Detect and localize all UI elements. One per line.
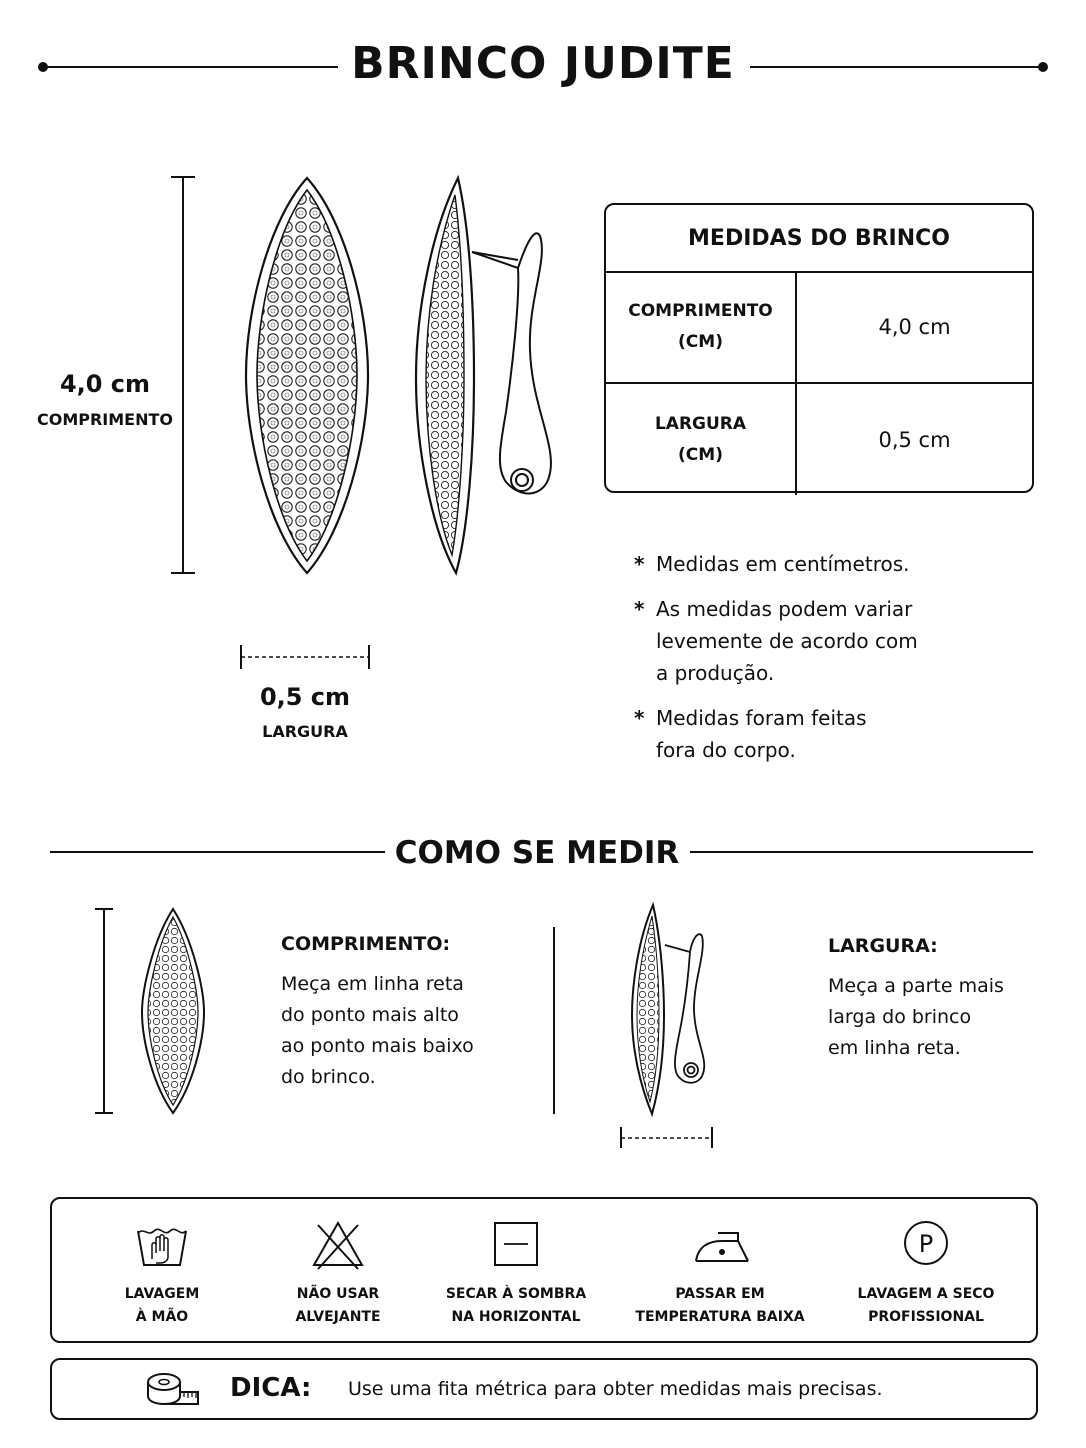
table-row-label: [606, 271, 797, 382]
length-dimension-line: [171, 177, 195, 573]
how-to-width-line: Meça a parte mais: [828, 975, 1004, 997]
width-value: 0,5 cm: [259, 683, 351, 711]
dry-clean-symbol: P: [918, 1230, 934, 1258]
how-to-length-line: Meça em linha reta: [281, 973, 464, 995]
table-row-length: [606, 271, 1032, 384]
no-bleach-icon: [310, 1219, 366, 1271]
note-line: fora do corpo.: [656, 738, 796, 762]
table-label-line1: LARGURA: [654, 413, 747, 434]
how-to-length: [281, 933, 531, 1093]
tip-label: DICA:: [230, 1373, 312, 1403]
note-item: [634, 702, 974, 766]
table-row-value: 4,0 cm: [878, 314, 951, 339]
care-label-line2: À MÃO: [135, 1309, 189, 1325]
care-label-line1: NÃO USAR: [296, 1286, 380, 1302]
earring-front-view: [246, 178, 368, 573]
note-marker: *: [634, 597, 645, 621]
header-rule-left: [42, 66, 338, 68]
how-to-width-line: larga do brinco: [828, 1006, 972, 1028]
care-item-dry-flat-shade: [416, 1199, 616, 1341]
care-label-line1: LAVAGEM: [124, 1286, 200, 1302]
note-item: [634, 548, 974, 580]
table-label-line2: (CM): [678, 331, 723, 352]
care-label-line2: NA HORIZONTAL: [451, 1309, 581, 1325]
header-rule-right: [750, 66, 1044, 68]
notes-list: [634, 548, 974, 779]
care-label-line1: PASSAR EM: [675, 1286, 765, 1302]
note-marker: *: [634, 552, 645, 576]
section-title: COMO SE MEDIR: [394, 835, 680, 871]
small-width-dimension: [621, 1127, 712, 1148]
tip-text: Use uma fita métrica para obter medidas mais precisas.: [348, 1378, 883, 1400]
care-item-hand-wash: [62, 1199, 262, 1341]
earring-illustration: [0, 150, 600, 770]
note-item: [634, 593, 974, 689]
small-earring-side: [632, 905, 704, 1114]
hand-wash-icon: [134, 1219, 190, 1271]
care-label-line1: SECAR À SOMBRA: [445, 1286, 587, 1302]
length-label: COMPRIMENTO: [36, 410, 174, 429]
care-label-line2: TEMPERATURA BAIXA: [635, 1309, 805, 1325]
note-line: As medidas podem variar: [656, 597, 913, 621]
length-value: 4,0 cm: [59, 370, 151, 398]
dry-flat-shade-icon: [488, 1219, 544, 1271]
table-label-line1: COMPRIMENTO: [628, 300, 773, 321]
table-title: MEDIDAS DO BRINCO: [606, 205, 1032, 273]
small-length-dimension: [95, 909, 113, 1113]
table-label-line2: (CM): [678, 444, 723, 465]
small-earring-front: [142, 909, 204, 1113]
how-to-width-line: em linha reta.: [828, 1037, 961, 1059]
how-to-width: [828, 935, 1048, 1064]
care-label-line2: PROFISSIONAL: [868, 1309, 984, 1325]
care-label-line2: ALVEJANTE: [295, 1309, 381, 1325]
how-to-length-line: ao ponto mais baixo: [281, 1035, 474, 1057]
section-rule-left: [50, 851, 385, 853]
tape-measure-icon: [144, 1368, 202, 1412]
section-rule-right: [690, 851, 1033, 853]
how-to-length-heading: COMPRIMENTO:: [281, 933, 451, 955]
note-line: a produção.: [656, 661, 775, 685]
earring-side-view: [416, 178, 551, 573]
width-dimension-line: [241, 645, 369, 669]
care-item-iron-low: [620, 1199, 820, 1341]
iron-low-icon: [692, 1219, 752, 1271]
how-to-length-line: do brinco.: [281, 1066, 376, 1088]
care-item-dry-clean: [826, 1199, 1026, 1341]
note-line: Medidas em centímetros.: [656, 552, 910, 576]
how-to-width-heading: LARGURA:: [828, 935, 938, 957]
header-rule-dot-right: [1038, 62, 1048, 72]
table-row-label: [606, 384, 797, 495]
care-instructions: [50, 1197, 1038, 1343]
care-item-no-bleach: [238, 1199, 438, 1341]
page-title: BRINCO JUDITE: [351, 38, 735, 89]
table-row-value: 0,5 cm: [878, 427, 951, 452]
care-label-line1: LAVAGEM A SECO: [857, 1286, 995, 1302]
professional-dry-clean-icon: [898, 1219, 954, 1271]
note-line: Medidas foram feitas: [656, 706, 867, 730]
measurements-table: [604, 203, 1034, 493]
table-row-width: [606, 384, 1032, 495]
tip-box: [50, 1358, 1038, 1420]
note-marker: *: [634, 706, 645, 730]
note-line: levemente de acordo com: [656, 629, 918, 653]
how-to-length-line: do ponto mais alto: [281, 1004, 459, 1026]
width-label: LARGURA: [262, 722, 348, 741]
